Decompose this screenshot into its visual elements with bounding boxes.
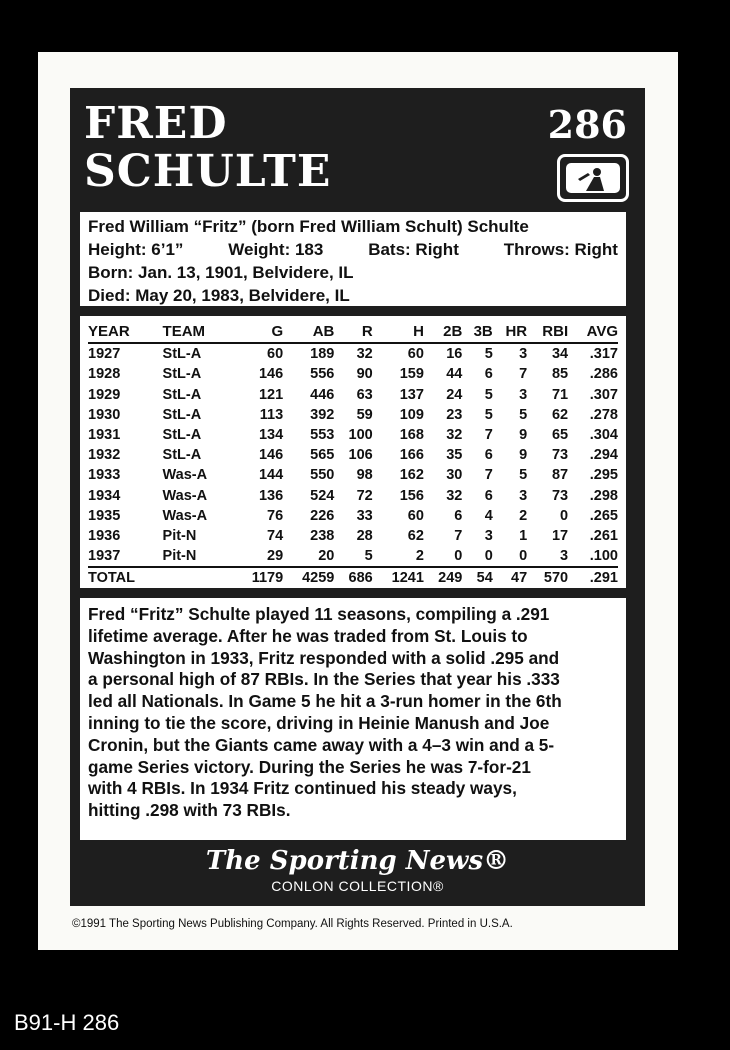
stats-header-row bbox=[88, 322, 618, 343]
brand-block bbox=[70, 846, 645, 894]
stats-cell: 166 bbox=[399, 447, 424, 464]
stats-cell: .317 bbox=[589, 346, 618, 363]
stats-cell: 30 bbox=[446, 467, 463, 484]
stats-total-cell: 4259 bbox=[283, 567, 334, 588]
stats-cell: 134 bbox=[258, 427, 284, 444]
player-last-name: SCHULTE bbox=[84, 146, 332, 197]
stats-cell: 7 bbox=[519, 366, 528, 383]
stats-cell: .286 bbox=[589, 366, 618, 383]
stats-cell: 90 bbox=[356, 366, 373, 383]
stats-cell: 146 bbox=[258, 447, 284, 464]
story-panel bbox=[80, 598, 626, 840]
stats-row bbox=[88, 486, 618, 506]
card-frame bbox=[70, 88, 645, 906]
stats-header-cell: RBI bbox=[527, 322, 568, 343]
stats-cell: 24 bbox=[446, 386, 463, 403]
stats-cell: 76 bbox=[267, 507, 284, 524]
stats-cell: 33 bbox=[356, 507, 373, 524]
stats-cell: 87 bbox=[551, 467, 569, 484]
card-number: 286 bbox=[547, 102, 627, 147]
stats-cell: 1929 bbox=[88, 386, 121, 403]
stats-cell: 6 bbox=[484, 366, 493, 383]
stats-row bbox=[88, 546, 618, 567]
born: Born: Jan. 13, 1901, Belvidere, IL bbox=[88, 263, 354, 282]
stats-cell: 32 bbox=[356, 346, 373, 363]
mlb-logo-icon bbox=[557, 154, 629, 202]
stats-cell: 62 bbox=[407, 527, 424, 544]
stats-cell: .298 bbox=[589, 487, 618, 504]
stats-cell: 1932 bbox=[88, 447, 121, 464]
stats-cell: 4 bbox=[484, 507, 493, 524]
stats-row bbox=[88, 385, 618, 405]
stats-cell: 9 bbox=[519, 447, 528, 464]
stats-header-cell: R bbox=[334, 322, 372, 343]
stats-cell: 29 bbox=[267, 548, 284, 565]
stats-row bbox=[88, 465, 618, 485]
stats-total-cell: TOTAL bbox=[88, 567, 163, 588]
stats-cell: 5 bbox=[519, 467, 528, 484]
height: Height: 6’1” bbox=[88, 240, 184, 259]
stats-cell: .295 bbox=[589, 467, 618, 484]
stats-total-cell: 1179 bbox=[233, 567, 283, 588]
stats-row bbox=[88, 506, 618, 526]
stats-row bbox=[88, 405, 618, 425]
died: Died: May 20, 1983, Belvidere, IL bbox=[88, 286, 350, 305]
stats-cell: 392 bbox=[310, 406, 335, 423]
full-name: Fred William “Fritz” (born Fred William Schult) Schulte bbox=[88, 217, 529, 236]
story-line: inning to tie the score, driving in Heinie Manush and Joe bbox=[88, 712, 550, 733]
stats-cell: 98 bbox=[356, 467, 373, 484]
stats-cell: 62 bbox=[551, 406, 569, 423]
story-line: Cronin, but the Giants came away with a 4–3 win and a 5- bbox=[88, 734, 555, 755]
stats-cell: 72 bbox=[356, 487, 373, 504]
stats-cell: 109 bbox=[399, 406, 424, 423]
stats-header-cell: 2B bbox=[424, 322, 462, 343]
stats-cell: 1928 bbox=[88, 366, 121, 383]
player-first-name: FRED bbox=[84, 98, 228, 149]
stats-cell: StL-A bbox=[162, 427, 202, 444]
stats-total-cell: 686 bbox=[334, 567, 372, 588]
stats-row bbox=[88, 343, 618, 364]
stats-cell: 5 bbox=[484, 386, 493, 403]
stats-total-cell: .291 bbox=[568, 567, 618, 588]
stats-cell: 71 bbox=[551, 386, 569, 403]
stats-cell: 6 bbox=[454, 507, 463, 524]
stats-cell: 0 bbox=[484, 548, 493, 565]
stats-header-cell: YEAR bbox=[88, 322, 163, 343]
stats-cell: 3 bbox=[519, 346, 528, 363]
stats-row bbox=[88, 364, 618, 384]
stats-cell: .294 bbox=[589, 447, 618, 464]
stats-cell: .278 bbox=[589, 406, 618, 423]
stats-cell: StL-A bbox=[162, 447, 202, 464]
stats-cell: 2 bbox=[415, 548, 424, 565]
stats-cell: 156 bbox=[399, 487, 424, 504]
stats-cell: 106 bbox=[348, 447, 373, 464]
stats-cell: 59 bbox=[356, 406, 373, 423]
stats-cell: 1935 bbox=[88, 507, 121, 524]
stats-header-cell: TEAM bbox=[163, 322, 234, 343]
stats-cell: 60 bbox=[407, 507, 424, 524]
stats-header-cell: G bbox=[233, 322, 283, 343]
stats-cell: 60 bbox=[267, 346, 284, 363]
stats-cell: 20 bbox=[318, 548, 335, 565]
stats-cell: 3 bbox=[560, 548, 569, 565]
stats-cell: 34 bbox=[551, 346, 569, 363]
stats-cell: 7 bbox=[484, 427, 493, 444]
stats-cell: 74 bbox=[267, 527, 284, 544]
story-line: Washington in 1933, Fritz responded with a solid .295 and bbox=[88, 647, 560, 668]
stats-cell: 1930 bbox=[88, 406, 121, 423]
stats-table bbox=[88, 322, 618, 588]
stats-cell: 85 bbox=[551, 366, 569, 383]
player-name bbox=[84, 100, 331, 196]
stats-cell: .100 bbox=[589, 548, 618, 565]
story-line: with 4 RBIs. In 1934 Fritz continued his steady ways, bbox=[88, 778, 517, 799]
stats-cell: 0 bbox=[519, 548, 528, 565]
stats-cell: 73 bbox=[551, 487, 569, 504]
copyright-line: ©1991 The Sporting News Publishing Company. All Rights Reserved. Printed in U.S.A. bbox=[72, 918, 513, 930]
stats-cell: 146 bbox=[258, 366, 284, 383]
story-line: game Series victory. During the Series he was 7-for-21 bbox=[88, 756, 531, 777]
stats-cell: 189 bbox=[310, 346, 335, 363]
stats-total-cell: 1241 bbox=[373, 567, 424, 588]
image-caption: B91-H 286 bbox=[14, 1010, 120, 1035]
stats-cell: 17 bbox=[551, 527, 569, 544]
bio-panel bbox=[80, 212, 626, 306]
stats-cell: StL-A bbox=[162, 366, 202, 383]
stats-total-row bbox=[88, 567, 618, 588]
measurements-row bbox=[88, 238, 618, 261]
stats-cell: 162 bbox=[399, 467, 424, 484]
throws: Throws: Right bbox=[503, 240, 618, 259]
stats-cell: 446 bbox=[310, 386, 335, 403]
stats-header-cell: 3B bbox=[462, 322, 492, 343]
stats-cell: 7 bbox=[484, 467, 493, 484]
stats-row bbox=[88, 425, 618, 445]
stats-cell: 136 bbox=[258, 487, 284, 504]
story-line: hitting .298 with 73 RBIs. bbox=[88, 800, 291, 821]
stats-cell: 565 bbox=[310, 447, 335, 464]
stats-cell: 2 bbox=[519, 507, 528, 524]
stats-cell: Was-A bbox=[162, 487, 208, 504]
story-line: a personal high of 87 RBIs. In the Series that year his .333 bbox=[88, 669, 560, 690]
stats-cell: 6 bbox=[484, 447, 493, 464]
stats-cell: 0 bbox=[560, 507, 569, 524]
stats-cell: Pit-N bbox=[162, 548, 197, 565]
weight: Weight: 183 bbox=[228, 240, 324, 259]
story-line: Fred “Fritz” Schulte played 11 seasons, compiling a .291 bbox=[88, 604, 550, 624]
stats-cell: .265 bbox=[589, 507, 618, 524]
stats-cell: 1933 bbox=[88, 467, 121, 484]
stats-cell: Was-A bbox=[162, 467, 208, 484]
stats-panel bbox=[80, 316, 626, 588]
stats-cell: 556 bbox=[310, 366, 335, 383]
stats-cell: 60 bbox=[407, 346, 424, 363]
stats-total-cell: 54 bbox=[462, 567, 492, 588]
baseball-card-back bbox=[38, 52, 678, 950]
stats-cell: Pit-N bbox=[162, 527, 197, 544]
stats-cell: 144 bbox=[258, 467, 284, 484]
stats-cell: 3 bbox=[484, 527, 493, 544]
brand-title: The Sporting News® bbox=[205, 846, 510, 876]
stats-cell: 35 bbox=[446, 447, 463, 464]
stats-cell: 3 bbox=[519, 487, 528, 504]
stats-cell: StL-A bbox=[162, 406, 202, 423]
stats-cell: 121 bbox=[258, 386, 284, 403]
stats-cell: 3 bbox=[519, 386, 528, 403]
stats-total-cell: 47 bbox=[493, 567, 527, 588]
story-line: lifetime average. After he was traded from St. Louis to bbox=[88, 625, 528, 646]
stats-row bbox=[88, 445, 618, 465]
stats-cell: 226 bbox=[310, 507, 335, 524]
stats-cell: 5 bbox=[519, 406, 528, 423]
stats-total-cell: 570 bbox=[527, 567, 568, 588]
stats-cell: .304 bbox=[589, 427, 618, 444]
stats-cell: 32 bbox=[446, 427, 463, 444]
stats-cell: StL-A bbox=[162, 346, 202, 363]
stats-cell: 44 bbox=[446, 366, 463, 383]
stats-cell: 137 bbox=[399, 386, 424, 403]
stats-cell: 100 bbox=[348, 427, 373, 444]
stats-cell: 113 bbox=[259, 406, 284, 423]
stats-cell: 16 bbox=[446, 346, 463, 363]
stats-cell: 159 bbox=[399, 366, 424, 383]
stats-cell: 168 bbox=[399, 427, 424, 444]
stats-cell: 9 bbox=[519, 427, 528, 444]
stats-cell: 28 bbox=[356, 527, 373, 544]
story-line: led all Nationals. In Game 5 he hit a 3-run homer in the 6th bbox=[88, 691, 562, 712]
stats-cell: 1 bbox=[519, 527, 528, 544]
stats-cell: 550 bbox=[310, 467, 335, 484]
stats-cell: 23 bbox=[446, 406, 463, 423]
stats-cell: Was-A bbox=[162, 507, 208, 524]
stats-cell: 5 bbox=[484, 406, 493, 423]
bats: Bats: Right bbox=[368, 240, 459, 259]
stats-cell: .307 bbox=[589, 386, 618, 403]
stats-cell: 0 bbox=[454, 548, 463, 565]
stats-header-cell: AB bbox=[283, 322, 334, 343]
stats-total-cell: 249 bbox=[424, 567, 462, 588]
stats-cell: 238 bbox=[310, 527, 335, 544]
stats-cell: 5 bbox=[484, 346, 493, 363]
stats-cell: .261 bbox=[589, 527, 618, 544]
stats-cell: 524 bbox=[310, 487, 335, 504]
stats-cell: 1931 bbox=[88, 427, 121, 444]
stats-header-cell: H bbox=[373, 322, 424, 343]
stats-total-cell bbox=[163, 567, 234, 588]
stats-cell: 73 bbox=[551, 447, 569, 464]
stats-cell: 5 bbox=[364, 548, 373, 565]
stats-row bbox=[88, 526, 618, 546]
brand-subtitle: CONLON COLLECTION® bbox=[271, 878, 444, 894]
stats-cell: 7 bbox=[454, 527, 463, 544]
stats-cell: 1937 bbox=[88, 548, 121, 565]
stats-cell: 553 bbox=[310, 427, 335, 444]
stats-cell: 1934 bbox=[88, 487, 121, 504]
stats-cell: 63 bbox=[356, 386, 373, 403]
stats-cell: 1927 bbox=[88, 346, 121, 363]
stats-header-cell: HR bbox=[493, 322, 527, 343]
stats-header-cell: AVG bbox=[568, 322, 618, 343]
stats-cell: 32 bbox=[446, 487, 463, 504]
stats-cell: 6 bbox=[484, 487, 493, 504]
stats-cell: 65 bbox=[551, 427, 569, 444]
stats-cell: 1936 bbox=[88, 527, 121, 544]
stats-cell: StL-A bbox=[162, 386, 202, 403]
